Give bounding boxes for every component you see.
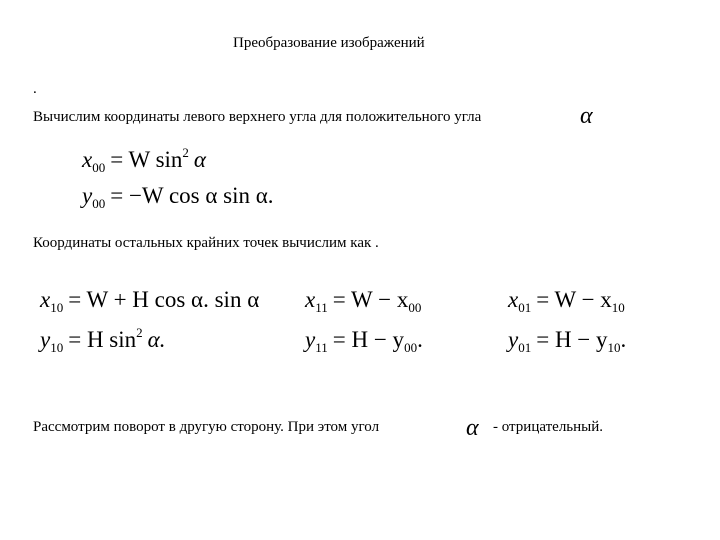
formula-sub: 00 (92, 160, 106, 175)
formula-x00 (82, 145, 206, 175)
formula-rhs-sub: 00 (404, 340, 418, 355)
formula-var: y (508, 327, 519, 352)
formula-sub: 11 (315, 300, 328, 315)
formula-tail: . (620, 327, 627, 352)
paragraph-negative-rotation (33, 420, 379, 435)
paragraph-other-corners: Координаты остальных крайних точек вычислим как . (33, 235, 379, 251)
formula-rhs-sub: 00 (408, 300, 422, 315)
formula-y01 (508, 327, 627, 355)
alpha-symbol-negative: α (466, 415, 479, 441)
paragraph-negative-rotation-a: Рассмотрим поворот в другую сторону. При этом угол (33, 419, 380, 435)
formula-sub: 01 (518, 340, 532, 355)
formula-var: x (305, 287, 316, 312)
formula-y10 (40, 325, 166, 355)
formula-rhs: = W − x (332, 287, 409, 312)
formula-x10 (40, 287, 260, 315)
paragraph-negative-rotation-b: - отрицательный. (493, 419, 604, 435)
formula-var: x (82, 147, 93, 172)
formula-rhs: = W sin (110, 147, 183, 172)
formula-y11 (305, 327, 423, 355)
formula-tail: α. (147, 327, 166, 352)
formula-sub: 01 (518, 300, 532, 315)
formula-y00 (82, 183, 274, 211)
formula-var: x (40, 287, 51, 312)
paragraph-top-left-corner: Вычислим координаты левого верхнего угла для положительного угла (33, 109, 482, 125)
formula-rhs: = −W cos α sin α. (110, 183, 274, 208)
formula-x01 (508, 287, 625, 315)
formula-var: y (40, 327, 51, 352)
formula-rhs: = W + H cos α. sin α (68, 287, 260, 312)
page-title: Преобразование изображений (233, 35, 425, 51)
formula-x11 (305, 287, 422, 315)
formula-tail: α (193, 147, 206, 172)
formula-rhs-sub: 10 (607, 340, 621, 355)
formula-rhs: = H sin (68, 327, 137, 352)
formula-sup: 2 (136, 325, 143, 340)
formula-rhs-sub: 10 (611, 300, 625, 315)
formula-rhs: = H − y (332, 327, 405, 352)
bullet-dot: . (33, 81, 37, 97)
formula-sub: 00 (92, 196, 106, 211)
formula-var: y (305, 327, 316, 352)
formula-sub: 10 (50, 300, 64, 315)
alpha-symbol: α (580, 103, 593, 129)
formula-tail: . (417, 327, 423, 352)
formula-rhs: = W − x (536, 287, 612, 312)
formula-var: x (508, 287, 519, 312)
formula-sub: 11 (315, 340, 328, 355)
formula-rhs: = H − y (536, 327, 608, 352)
formula-sup: 2 (182, 145, 189, 160)
formula-var: y (82, 183, 93, 208)
formula-sub: 10 (50, 340, 64, 355)
